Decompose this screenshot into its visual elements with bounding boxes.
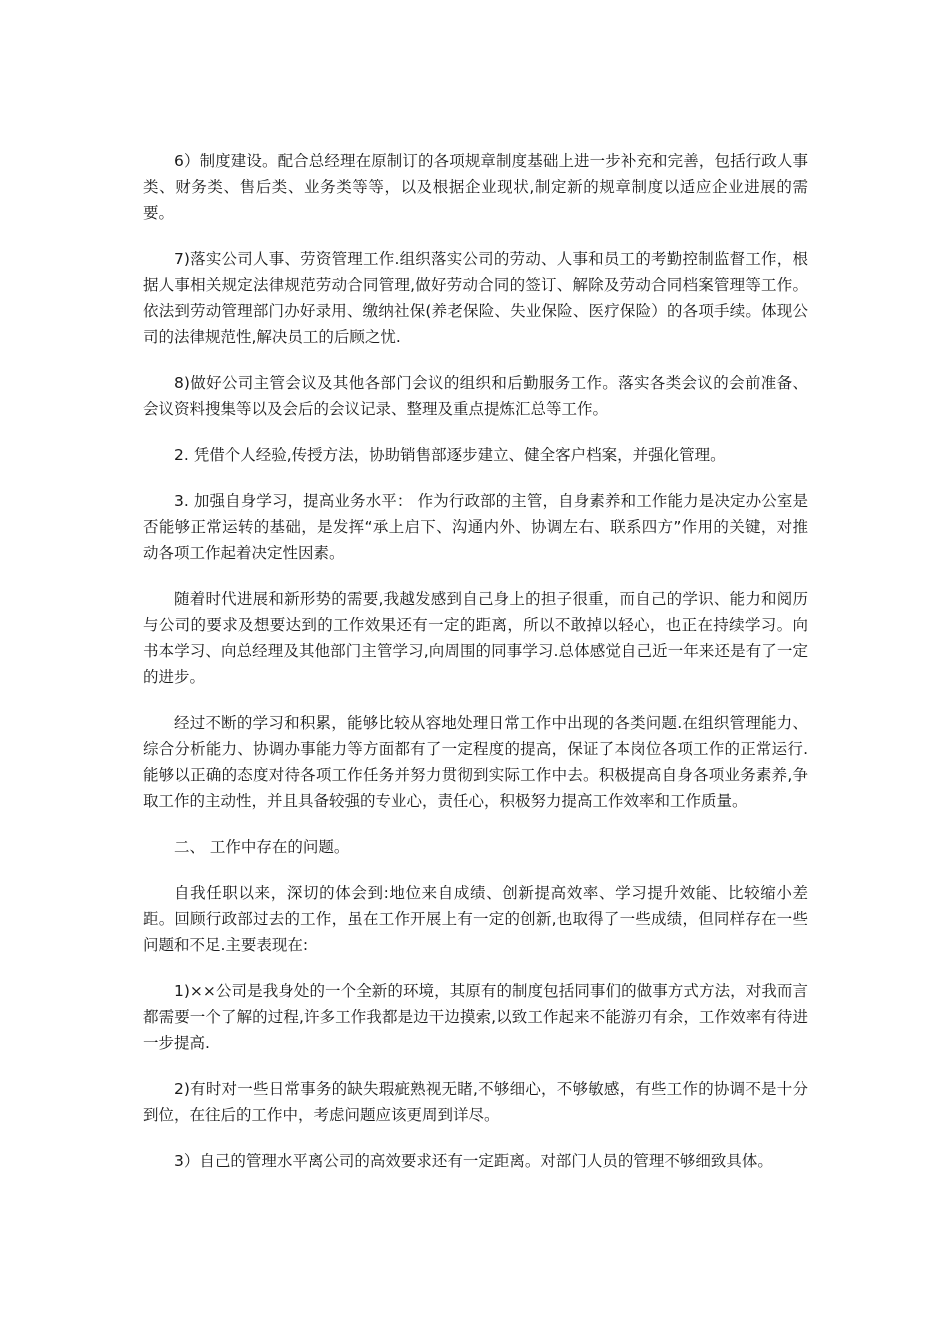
section-heading-problems: 二、 工作中存在的问题。 (174, 838, 350, 856)
paragraph-section-3-self-study: 3. 加强自身学习，提高业务水平： 作为行政部的主管，自身素养和工作能力是决定办公室是否能够正常运转的基础，是发挥“承上启下、沟通内外、协调左右、联系四方”作用的关键，对推动各项工作起着决定性因素。 (143, 492, 808, 562)
paragraph-accumulation: 经过不断的学习和积累，能够比较从容地处理日常工作中出现的各类问题.在组织管理能力、综合分析能力、协调办事能力等方面都有了一定程度的提高，保证了本岗位各项工作的正常运行.能够以正确的态度对待各项工作任务并努力贯彻到实际工作中去。积极提高自身各项业务素养,争取工作的主动性，并且具备较强的专业心，责任心，积极努力提高工作效率和工作质量。 (143, 714, 808, 810)
paragraph-item-8-meeting-services: 8)做好公司主管会议及其他各部门会议的组织和后勤服务工作。落实各类会议的会前准备、会议资料搜集等以及会后的会议记录、整理及重点提炼汇总等工作。 (143, 374, 808, 418)
paragraph-problem-2: 2)有时对一些日常事务的缺失瑕疵熟视无睹,不够细心，不够敏感，有些工作的协调不是十分到位，在往后的工作中，考虑问题应该更周到详尽。 (143, 1080, 808, 1124)
paragraph-progress-reflection: 随着时代进展和新形势的需要,我越发感到自己身上的担子很重，而自己的学识、能力和阅历与公司的要求及想要达到的工作效果还有一定的距离，所以不敢掉以轻心，也正在持续学习。向书本学习、向总经理及其他部门主管学习,向周围的同事学习.总体感觉自己近一年来还是有了一定的进步。 (143, 590, 808, 686)
document-body (143, 148, 808, 1194)
paragraph-section-2-customer-files: 2. 凭借个人经验,传授方法，协助销售部逐步建立、健全客户档案，并强化管理。 (174, 446, 726, 464)
paragraph-item-7-personnel-management: 7)落实公司人事、劳资管理工作.组织落实公司的劳动、人事和员工的考勤控制监督工作，根据人事相关规定法律规范劳动合同管理,做好劳动合同的签订、解除及劳动合同档案管理等工作。依法到劳动管理部门办好录用、缴纳社保(养老保险、失业保险、医疗保险）的各项手续。体现公司的法律规范性,解决员工的后顾之忧. (143, 250, 808, 346)
paragraph-problem-1: 1)××公司是我身处的一个全新的环境，其原有的制度包括同事们的做事方式方法，对我而言都需要一个了解的过程,许多工作我都是边干边摸索,以致工作起来不能游刃有余，工作效率有待进一步提高. (143, 982, 808, 1052)
paragraph-item-6-system-building: 6）制度建设。配合总经理在原制订的各项规章制度基础上进一步补充和完善，包括行政人事类、财务类、售后类、业务类等等，以及根据企业现状,制定新的规章制度以适应企业进展的需要。 (143, 152, 808, 222)
paragraph-problem-3: 3）自己的管理水平离公司的高效要求还有一定距离。对部门人员的管理不够细致具体。 (174, 1152, 773, 1170)
paragraph-problems-intro: 自我任职以来，深切的体会到:地位来自成绩、创新提高效率、学习提升效能、比较缩小差距。回顾行政部过去的工作，虽在工作开展上有一定的创新,也取得了一些成绩，但同样存在一些问题和不足.主要表现在: (143, 884, 808, 954)
